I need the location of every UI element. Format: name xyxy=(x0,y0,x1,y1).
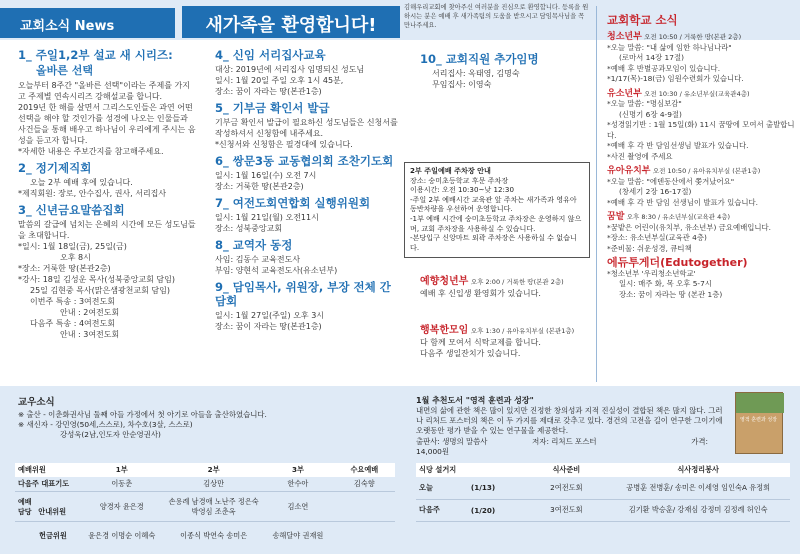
section-2-note: *제직회원: 장로, 안수집사, 권사, 서리집사 xyxy=(18,189,167,198)
table-header: 식사준비 xyxy=(526,463,606,477)
group-title: 유아유치부 xyxy=(607,166,651,176)
section-6-text: 일시: 1월 16일(수) 오전 7시 xyxy=(215,171,317,180)
news-column-2 xyxy=(215,44,401,332)
section-4-text: 일시: 1월 20일 주일 오후 1시 45분, xyxy=(215,76,344,85)
group-text: (로마서 14장 17절) xyxy=(619,53,684,62)
section-4-text: 장소: 꿈이 자라는 땅(본관1층) xyxy=(215,87,322,96)
table-header: 2부 xyxy=(165,463,262,477)
youth-time: 오후 2:00 / 거룩한 땅(본관 2층) xyxy=(470,278,564,286)
service-duty-table xyxy=(15,463,395,550)
table-cell: 김숙향 xyxy=(353,479,375,488)
section-3-duty: 다음주 특송 : 4여전도회 xyxy=(30,319,115,328)
meal-duty-table xyxy=(416,463,790,522)
table-header: 1부 xyxy=(78,463,165,477)
news-tag: 교회소식 News xyxy=(0,8,175,38)
row-label: 안내위원 xyxy=(38,506,67,516)
group-time: 오전 10:50 / 거룩한 땅(본관 2층) xyxy=(644,33,742,41)
table-cell: 3여전도회 xyxy=(550,505,583,514)
group-text: *예배 후 각 반 담임선생님 발표가 있습니다. xyxy=(607,141,749,150)
section-7-text: 장소: 성북중앙교회 xyxy=(215,224,283,233)
group-time: 오전 10:50 / 유아유치부실 (본관1층) xyxy=(652,167,761,175)
group-text: 장소: 꿈이 자라는 땅 (본관 1층) xyxy=(619,289,723,299)
row-label-group xyxy=(15,492,78,522)
section-8-text: 부임: 양현석 교육전도사(유소년부) xyxy=(215,266,338,275)
school-news-title: 교회학교 소식 xyxy=(607,13,678,27)
section-1-text: 2019년 한 해를 살면서 그리스도인들은 과연 어떤 선택을 해야 할 것인가를 성경에 나오는 인물들과 사건들을 통해 배우고 하나님이 우리에게 주시는 음성을 듣고자 합니다. xyxy=(18,103,196,145)
book-price: 가격: 14,000원 xyxy=(416,437,708,456)
school-news-panel xyxy=(596,6,800,382)
table-cell: 양경자 윤은경 xyxy=(99,501,144,511)
row-label: 헌금위원 xyxy=(39,530,67,540)
youth-text: 예배 후 신입생 환영회가 있습니다. xyxy=(420,289,541,298)
group-time: 오후 8:30 / 유소년부실(교육관 4층) xyxy=(626,213,731,221)
parking-text: -본당입구 신앙마트 외곽 주차장은 사용하실 수 없습니다. xyxy=(410,233,577,252)
section-10-title: 10_ 교회직원 추가임명 xyxy=(420,52,539,66)
group-text: *장소: 유소년부실(교육관 4층) xyxy=(607,233,707,242)
section-6-title: 6_ 쌍문3동 교동협의회 조찬기도회 xyxy=(215,154,394,168)
section-8-text: 사임: 김동수 교육전도사 xyxy=(215,255,301,264)
table-cell: 다음주 xyxy=(419,505,440,514)
table-cell: 공병훈 전병훈/ 송미은 이세영 임인숙A 유정희 xyxy=(626,482,771,492)
group-text: *오늘 말씀: "내 삶에 임한 하나님나라" xyxy=(607,42,732,52)
section-3-speaker: *강사: 18일 김성운 목사(성북중앙교회 담임) xyxy=(18,275,175,284)
group-text: *꿈밭은 어린이(유치부, 유소년부) 금요예배입니다. xyxy=(607,222,771,232)
group-text: *청소년부 '우리청소년학교' xyxy=(607,268,696,278)
book-title: 1월 추천도서 "영적 훈련과 성장" xyxy=(416,396,534,405)
parking-notice-box xyxy=(404,162,590,258)
recommended-book xyxy=(416,396,728,457)
table-row xyxy=(15,477,395,492)
section-4-text: 대상: 2019년에 서리집사 임명되신 성도님 xyxy=(215,65,365,74)
row-label: 다음주 대표기도 xyxy=(18,479,70,488)
section-1-title: 1_ 주일1,2부 설교 새 시리즈: xyxy=(18,48,173,62)
section-7-text: 일시: 1월 21일(월) 오전11시 xyxy=(215,213,319,222)
table-header: 3부 xyxy=(262,463,334,477)
section-9-text: 일시: 1월 27일(주일) 오후 3시 xyxy=(215,311,325,320)
section-3-date: *일시: 1월 18일(금), 25일(금) xyxy=(18,242,127,251)
section-3-text: 말씀의 갈급에 넘치는 은혜의 시간에 모든 성도님들을 초대합니다. xyxy=(18,220,196,240)
news-column-3 xyxy=(420,48,590,90)
welcome-banner: 새가족을 환영합니다! xyxy=(182,6,400,38)
parking-text: 장소: 숭미초등학교 후문 주차장 xyxy=(410,175,509,185)
table-header: 식사정리봉사 xyxy=(606,463,790,477)
section-2-title: 2_ 정기제직회 xyxy=(18,161,92,175)
happy-time: 오후 1:30 / 유아유치부실 (본관1층) xyxy=(470,327,575,335)
section-3-duty: 이번주 특송 : 3여전도회 xyxy=(30,297,115,306)
section-3-duty: 안내 : 3여전도회 xyxy=(60,330,120,339)
table-header: 수요예배 xyxy=(334,463,395,477)
happy-text: 다 함께 모여서 식탁교제를 합니다. xyxy=(420,338,541,347)
section-8-title: 8_ 교역자 동정 xyxy=(215,238,293,252)
table-cell: 윤은경 이명순 이혜숙 xyxy=(88,530,156,540)
parking-title: 2부 주일예배 주차장 안내 xyxy=(410,166,491,175)
section-5-text: 기부금 확인서 발급이 필요하신 성도님들은 신청서를 작성하셔서 신청함에 내주세요. xyxy=(215,118,398,138)
group-text: 일시: 매주 화, 목 오후 5-7시 xyxy=(619,279,712,288)
section-5-title: 5_ 기부금 확인서 발급 xyxy=(215,101,330,115)
group-text: *오늘 말씀: "명심보감" xyxy=(607,99,682,108)
table-cell: 김기환 박승훈/ 강재심 강정미 김정례 허인숙 xyxy=(628,505,768,514)
parking-text: -1부 예배 시간에 숭미초등학교 주차장은 운영하지 않으며, 교회 주차장을 사용하실 수 있습니다. xyxy=(410,213,582,233)
intro-text: 김해우리교회에 찾아주신 여러분을 진심으로 환영합니다. 등록을 원하시는 분은 예배 후 새가족팀의 도움을 받으시고 담임목사님을 꼭 만나주세요. xyxy=(404,4,589,29)
table-cell: 송해달야 권재원 xyxy=(272,530,324,540)
table-cell: 손용례 남경애 노난주 정은숙 박영심 조춘옥 xyxy=(168,496,259,516)
book-author: 저자: 리처드 포스터 xyxy=(532,437,597,446)
section-7-title: 7_ 여전도회연합회 실행위원회 xyxy=(215,196,371,210)
table-cell: 김소연 xyxy=(287,501,309,511)
section-6-text: 장소: 거룩한 땅(본관2층) xyxy=(215,182,304,191)
table-row xyxy=(15,522,395,550)
group-text: *성경읽기반 : 1월 15일(화) 11시 꿈땅에 모여서 출발합니다. xyxy=(607,120,795,140)
table-cell: (1/13) xyxy=(470,483,496,493)
table-row xyxy=(15,492,395,522)
group-text: (신명기 6장 4-9절) xyxy=(619,109,682,119)
table-row xyxy=(416,477,790,499)
group-title: 꿈밭 xyxy=(607,212,625,222)
table-cell: 이동춘 xyxy=(111,479,133,488)
row-label: 예배 담당 xyxy=(18,497,32,516)
parking-text: 이용시간: 오전 10:30~낮 12:30 xyxy=(410,185,514,195)
school-news-body xyxy=(607,32,800,300)
group-text: (창세기 2장 16-17절) xyxy=(619,187,692,196)
news-column-1 xyxy=(18,44,196,340)
section-3-duty: 안내 : 2여전도회 xyxy=(60,308,120,317)
book-text: 내면의 삶에 관한 책은 많이 있지만 진정한 창의성과 지적 진실성이 결합된 책은 많지 않다. 그러나 리처드 포스터의 책은 이 두 가지를 제대로 갖추고 있다. 경건의 고전을 길이 연구한 그이기에 오랫동안 평가 받을 수 있는 연구물을 제공한다. xyxy=(416,406,723,435)
section-10-text: 서리집사: 옥태영, 김명숙 xyxy=(432,69,520,78)
section-3-place: *장소: 거룩한 땅(본관2층) xyxy=(18,264,111,273)
section-3-speaker: 25일 김현중 목사(맑은샘광천교회 담임) xyxy=(30,286,170,295)
section-1-text: 오늘부터 8주간 "올바른 선택"이라는 주제를 가지고 주제별 연속시리즈 강해설교를 합니다. xyxy=(18,81,190,101)
section-2-text: 오늘 2부 예배 후에 있습니다. xyxy=(30,178,133,187)
parking-text: -주일 2부 예배시간 교육관 앞 주차는 새가족과 영유아 동반차량을 우선하여 운영합니다. xyxy=(410,194,577,214)
table-row xyxy=(416,499,790,521)
table-header: 예배위원 xyxy=(15,463,78,477)
section-9-title: 9_ 담임목사, 위원장, 부장 전체 간담회 xyxy=(215,280,391,308)
group-text: *사진 촬영에 주세요 xyxy=(607,151,673,161)
table-cell: 2여전도회 xyxy=(550,482,583,492)
youth-section xyxy=(420,276,592,359)
group-text: *오늘 말씀: "에덴동산에서 쫓겨났어요" xyxy=(607,176,735,186)
section-1-subtitle: 올바른 선택 xyxy=(36,64,93,77)
happy-text: 다음주 생일잔치가 있습니다. xyxy=(420,349,521,358)
table-cell: 한수아 xyxy=(287,479,309,488)
section-3-title: 3_ 신년금요말씀집회 xyxy=(18,203,125,217)
table-cell: (1/20) xyxy=(470,505,496,515)
group-time: 오전 10:30 / 유소년부실(교육관4층) xyxy=(644,89,750,98)
book-cover-image xyxy=(735,392,783,454)
group-title: 청소년부 xyxy=(607,32,642,42)
section-4-title: 4_ 신임 서리집사교육 xyxy=(215,48,326,62)
section-3-time: 오후 8시 xyxy=(60,253,91,262)
book-publisher: 출판사: 생명의 말씀사 xyxy=(416,437,488,446)
section-10-text: 무임집사: 이영숙 xyxy=(432,80,492,89)
edutogether-title: 에듀투게더(Edutogether) xyxy=(607,256,748,269)
section-5-note: *신청서와 신청함은 필경대에 있습니다. xyxy=(215,140,353,149)
member-news-title: 교우소식 xyxy=(18,397,55,408)
youth-title: 예향청년부 xyxy=(420,276,469,287)
book-cover-title: 영적 훈련과 성장 xyxy=(740,417,777,423)
member-news-text: ※ 새신자 - 강민영(50세,스스로), 차수호(3살, 스스로) xyxy=(18,420,193,429)
section-1-note: *자세한 내용은 주보간지를 참고해주세요. xyxy=(18,147,164,156)
group-text: *준비물: 쉬운성경, 큐티책 xyxy=(607,243,692,253)
table-cell: 이종식 박연숙 송미은 xyxy=(180,530,248,540)
group-text: *1/17(목)-18(금) 임원수련회가 있습니다. xyxy=(607,74,744,83)
member-news xyxy=(18,398,267,440)
table-cell: 김상만 xyxy=(203,479,225,488)
member-news-text: ※ 출산 - 이춘화권사님 둘째 아들 가정에서 첫 아기로 아들을 출산하였습니다. xyxy=(18,410,267,419)
happy-title: 행복한모임 xyxy=(420,325,469,336)
group-title: 유소년부 xyxy=(607,88,642,99)
table-cell: 오늘 xyxy=(419,482,433,492)
section-9-text: 장소: 꿈이 자라는 땅(본관1층) xyxy=(215,322,322,331)
group-text: *예배 후 반별공과모임이 있습니다. xyxy=(607,63,721,73)
member-news-text: 강성욱(2남,인도자 안순영권사) xyxy=(60,430,161,439)
table-header: 식당 설거지 xyxy=(416,463,526,477)
group-text: *예배 후 각 반 담임 선생님이 발표가 있습니다. xyxy=(607,197,758,207)
